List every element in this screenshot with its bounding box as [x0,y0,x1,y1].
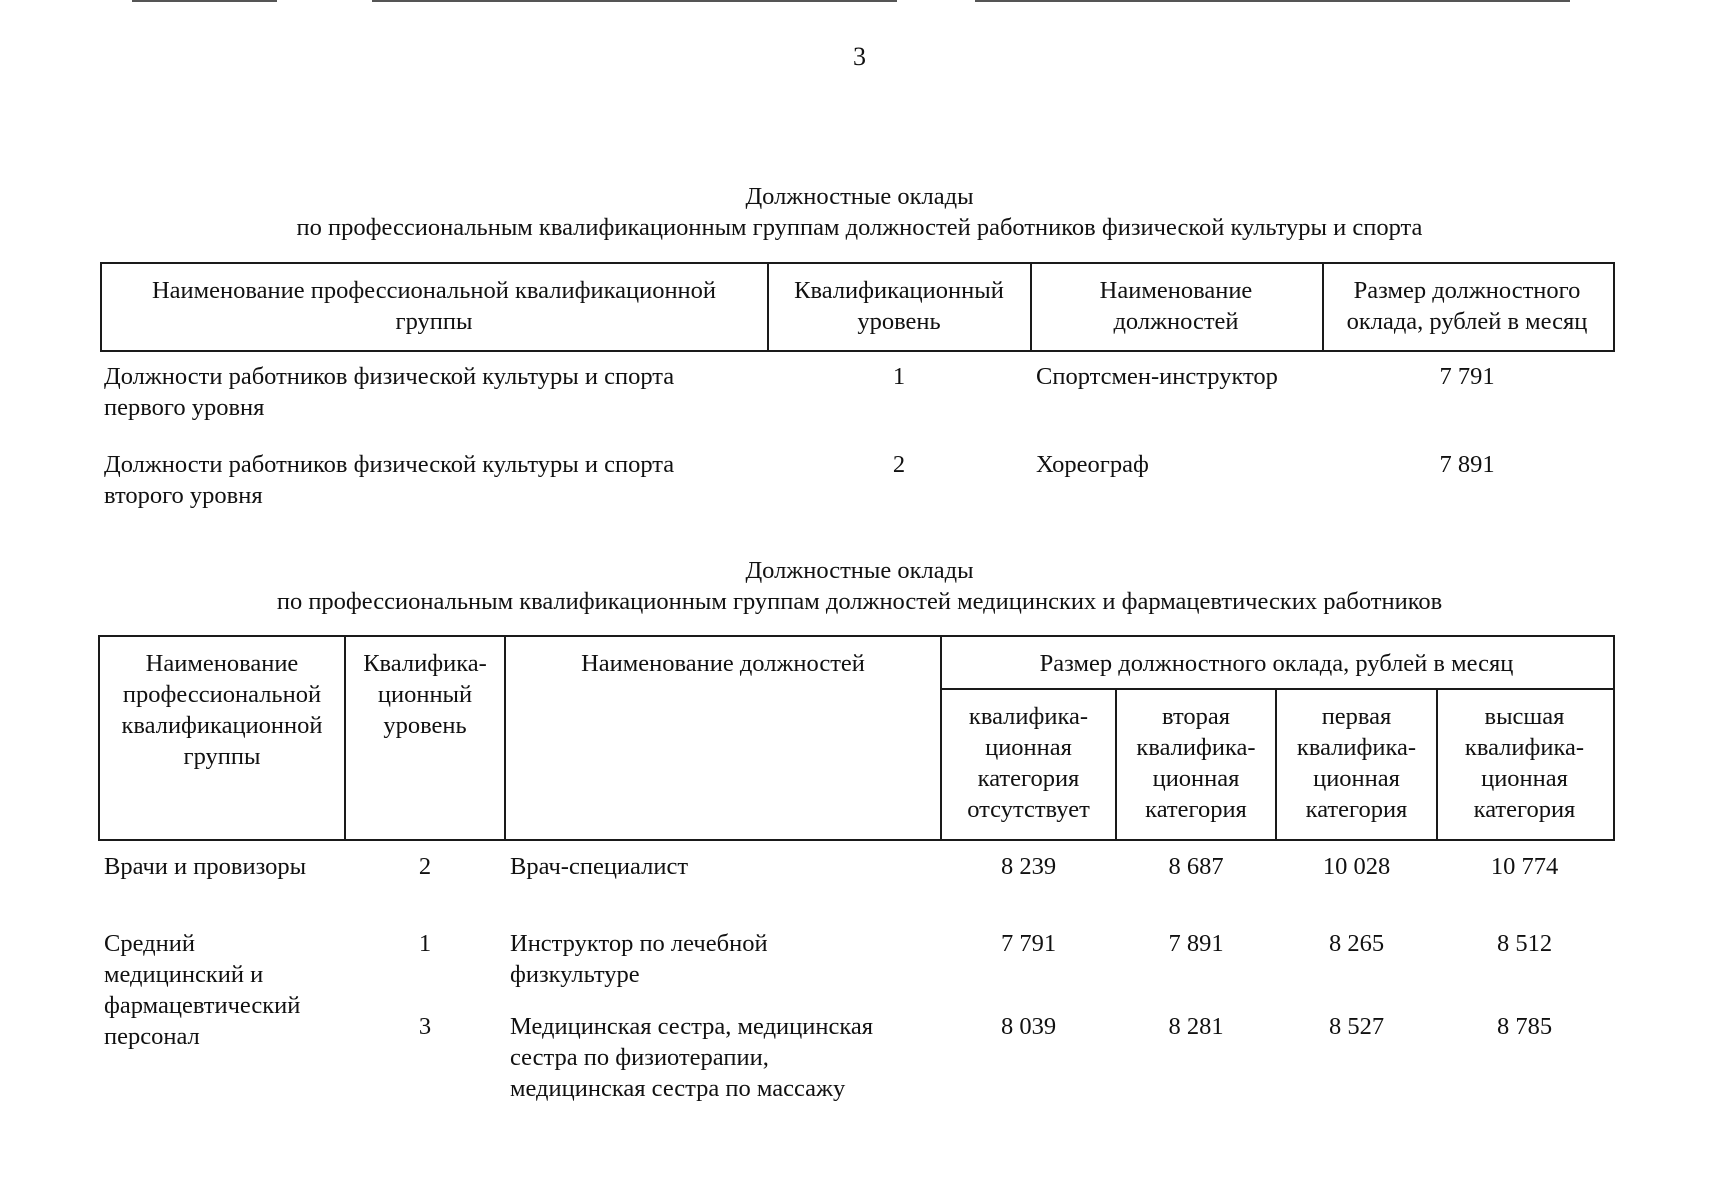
row-position: Врач-специалист [510,853,689,880]
row-level: 3 [418,1013,432,1040]
header-qualification-level: Квалификационный уровень [794,277,1004,335]
header-category-none: квалифика- ционная категория отсутствует [967,703,1090,823]
row-salary-none: 7 791 [1000,930,1057,957]
row-salary-highest: 10 774 [1490,853,1559,880]
header-group-name: Наименование профессиональной квалификационной группы [121,650,323,770]
row-position: Хореограф [1036,451,1149,478]
row-salary: 7 891 [1439,451,1495,478]
row-position: Инструктор по лечебной физкультуре [510,930,768,988]
row-salary-first: 10 028 [1322,853,1391,880]
row-level: 2 [418,853,432,880]
row-level: 1 [418,930,432,957]
row-salary-first: 8 527 [1328,1013,1385,1040]
scan-edge-line [132,0,277,2]
header-salary: Размер должностного оклада, рублей в месяц [1346,277,1588,335]
row-level: 2 [892,451,906,478]
row-position: Спортсмен-инструктор [1036,363,1278,390]
row-salary: 7 791 [1439,363,1495,390]
row-salary-first: 8 265 [1328,930,1385,957]
section2-title: Должностные оклады [745,557,974,584]
header-position-name: Наименование должностей [1099,277,1253,335]
row-salary-second: 8 687 [1168,853,1224,880]
row-position: Медицинская сестра, медицинская сестра по физиотерапии, медицинская сестра по массажу [510,1013,874,1102]
header-salary: Размер должностного оклада, рублей в месяц [1039,650,1514,677]
row-level: 1 [892,363,906,390]
row-salary-none: 8 239 [1000,853,1057,880]
row-salary-second: 8 281 [1168,1013,1224,1040]
row-salary-none: 8 039 [1000,1013,1057,1040]
section1-title: Должностные оклады [745,183,974,210]
header-category-second: вторая квалифика- ционная категория [1136,703,1256,823]
row-salary-highest: 8 785 [1496,1013,1553,1040]
row-salary-second: 7 891 [1168,930,1224,957]
section2-heading [0,555,1719,617]
section2-subtitle: по профессиональным квалификационным группам должностей медицинских и фармацевтических работников [276,588,1443,615]
row-group-name: Должности работников физической культуры и спорта второго уровня [104,451,675,509]
header-position-name: Наименование должностей [581,650,865,677]
row-group-name: Должности работников физической культуры и спорта первого уровня [104,363,675,421]
row-group-name: Средний медицинский и фармацевтический персонал [104,930,301,1050]
header-category-first: первая квалифика- ционная категория [1296,703,1417,823]
header-category-highest: высшая квалифика- ционная категория [1464,703,1585,823]
section1-heading [0,181,1719,243]
section1-subtitle: по профессиональным квалификационным группам должностей работников физической культуры и спорта [296,214,1423,241]
page-number: 3 [853,42,866,71]
row-group-name: Врачи и провизоры [104,853,307,880]
row-salary-highest: 8 512 [1496,930,1553,957]
header-group-name: Наименование профессиональной квалификационной группы [151,277,717,335]
scan-edge-line [372,0,897,2]
scan-edge-line [975,0,1570,2]
header-qualification-level: Квалифика- ционный уровень [363,650,487,739]
